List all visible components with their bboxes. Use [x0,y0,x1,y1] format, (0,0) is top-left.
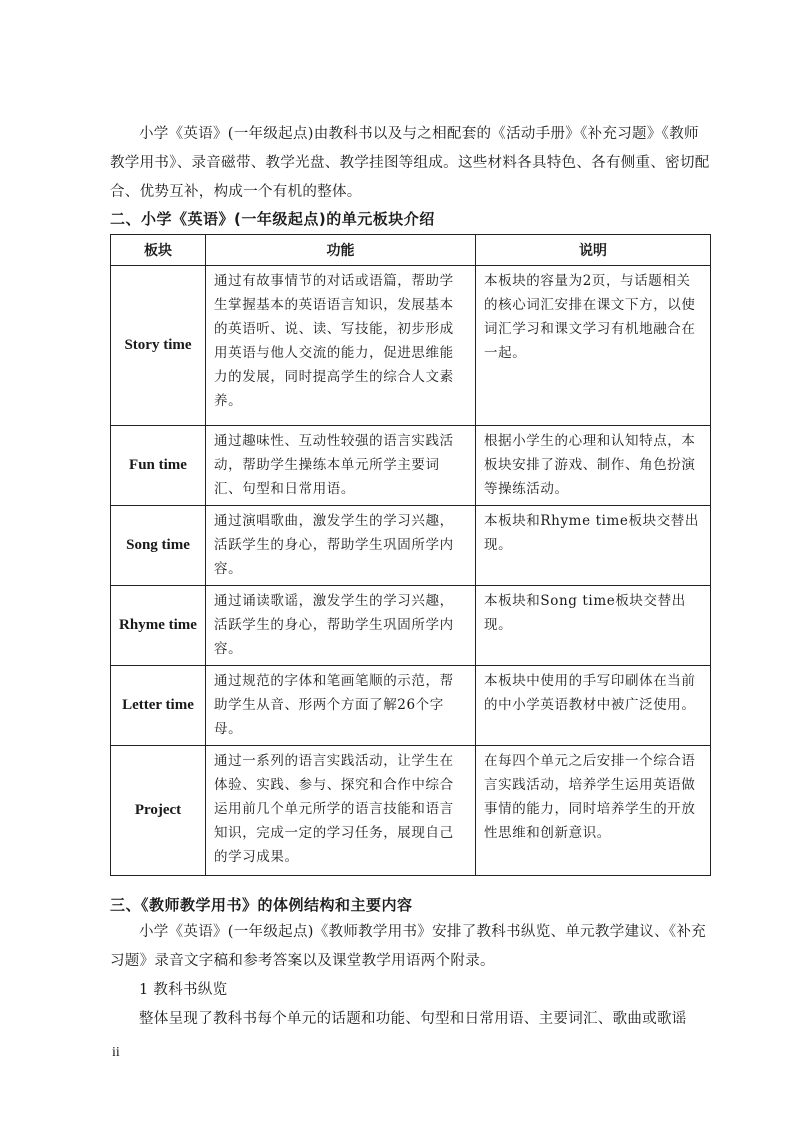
block-note: 本板块中使用的手写印刷体在当前的中小学英语教材中被广泛使用。 [476,666,711,746]
table-row [111,666,711,746]
block-note: 本板块和Song time板块交替出现。 [476,586,711,666]
block-function: 通过一系列的语言实践活动，让学生在体验、实践、参与、探究和合作中综合运用前几个单元所学的语言技能和语言知识，完成一定的学习任务，展现自己的学习成果。 [206,746,476,876]
block-function: 通过演唱歌曲，激发学生的学习兴趣，活跃学生的身心，帮助学生巩固所学内容。 [206,506,476,586]
header-block: 板块 [111,235,206,266]
header-note: 说明 [476,235,711,266]
section-3-body [110,918,710,1034]
block-name: Fun time [111,426,206,506]
subsection-1-paragraph: 整体呈现了教科书每个单元的话题和功能、句型和日常用语、主要词汇、歌曲或歌谣 [139,1011,687,1027]
unit-blocks-table [110,234,711,876]
table-row [111,506,711,586]
block-note: 本板块和Rhyme time板块交替出现。 [476,506,711,586]
table-row [111,266,711,426]
section-3-paragraph: 小学《英语》(一年级起点)《教师教学用书》安排了教科书纵览、单元教学建议、《补充习题》录音文字稿和参考答案以及课堂教学用语两个附录。 [110,924,707,969]
block-name: Project [111,746,206,876]
header-function: 功能 [206,235,476,266]
block-function: 通过诵读歌谣，激发学生的学习兴趣，活跃学生的身心，帮助学生巩固所学内容。 [206,586,476,666]
block-name: Letter time [111,666,206,746]
table-header-row [111,235,711,266]
block-note: 根据小学生的心理和认知特点，本板块安排了游戏、制作、角色扮演等操练活动。 [476,426,711,506]
block-note: 本板块的容量为2页，与话题相关的核心词汇安排在课文下方，以使词汇学习和课文学习有机地融合在一起。 [476,266,711,426]
section-2-heading: 二、小学《英语》(一年级起点)的单元板块介绍 [110,210,435,228]
page-number: ii [112,1045,120,1060]
block-name: Story time [111,266,206,426]
block-name: Song time [111,506,206,586]
block-note: 在每四个单元之后安排一个综合语言实践活动，培养学生运用英语做事情的能力，同时培养学生的开放性思维和创新意识。 [476,746,711,876]
section-3-heading: 三、《教师教学用书》的体例结构和主要内容 [110,896,413,914]
table-row [111,746,711,876]
table-row [111,426,711,506]
block-function: 通过趣味性、互动性较强的语言实践活动，帮助学生操练本单元所学主要词汇、句型和日常用语。 [206,426,476,506]
intro-paragraph: 小学《英语》(一年级起点)由教科书以及与之相配套的《活动手册》《补充习题》《教师教学用书》、录音磁带、教学光盘、教学挂图等组成。这些材料各具特色、各有侧重、密切配合、优势互补，构成一个有机的整体。 [110,126,710,200]
block-function: 通过有故事情节的对话或语篇，帮助学生掌握基本的英语语言知识，发展基本的英语听、说、读、写技能，初步形成用英语与他人交流的能力，促进思维能力的发展，同时提高学生的综合人文素养。 [206,266,476,426]
subsection-1-heading: 1 教科书纵览 [139,982,228,998]
table-row [111,586,711,666]
block-name: Rhyme time [111,586,206,666]
block-function: 通过规范的字体和笔画笔顺的示范，帮助学生从音、形两个方面了解26个字母。 [206,666,476,746]
